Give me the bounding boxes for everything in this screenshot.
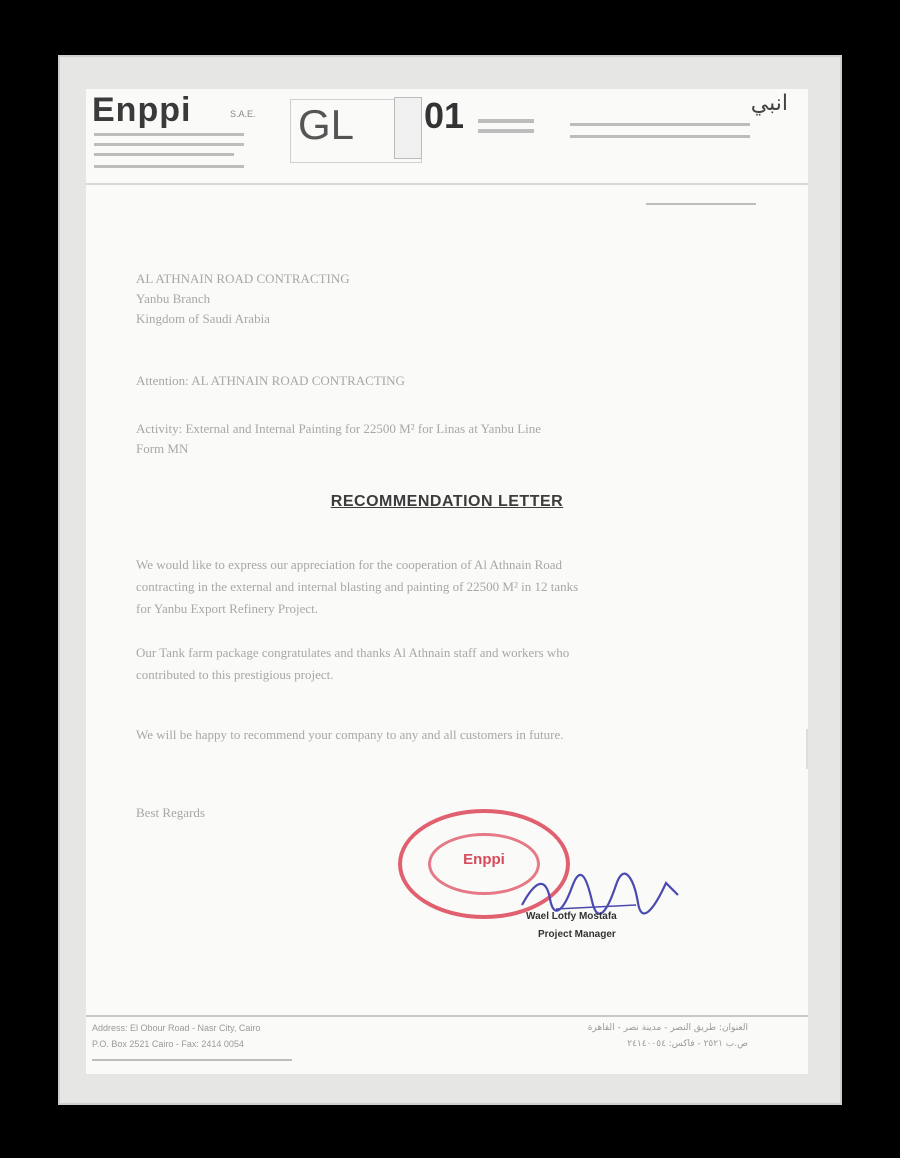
- footer-right-line-1: العنوان: طريق النصر - مدينة نصر - القاهرة: [587, 1023, 748, 1033]
- paragraph-2-line-2: contributed to this prestigious project.: [136, 667, 334, 682]
- recipient-line-2: Yanbu Branch: [136, 291, 211, 306]
- letter-title-text: RECOMMENDATION LETTER: [330, 493, 564, 510]
- date-line: [646, 203, 756, 205]
- paragraph-1-line-1: We would like to express our appreciation for the cooperation of Al Athnain Road: [136, 557, 563, 572]
- address-line-3: [94, 153, 234, 156]
- letter-title: [86, 493, 808, 511]
- letterhead-divider: [86, 183, 808, 185]
- closing: Best Regards: [136, 805, 205, 820]
- footer-divider: [86, 1015, 808, 1017]
- cert-text-line: [478, 119, 534, 123]
- attention-line: Attention: AL ATHNAIN ROAD CONTRACTING: [136, 373, 405, 388]
- recipient-line-1: AL ATHNAIN ROAD CONTRACTING: [136, 271, 350, 286]
- activity-line-1: Activity: External and Internal Painting for 22500 M² for Linas at Yanbu Line: [136, 421, 542, 436]
- gl-mark: GL: [298, 101, 355, 148]
- paragraph-1-line-3: for Yanbu Export Refinery Project.: [136, 601, 318, 616]
- stamp-text: Enppi: [463, 851, 505, 868]
- number-mark: 01: [424, 95, 465, 136]
- signatory-name: Wael Lotfy Mostafa: [526, 911, 617, 922]
- cert-text-line-2: [478, 129, 534, 133]
- arabic-company-name: انبي: [750, 91, 788, 116]
- arabic-address-line-1: [570, 123, 750, 126]
- paragraph-2-line-1: Our Tank farm package congratulates and thanks Al Athnain staff and workers who: [136, 645, 570, 660]
- signatory-title: Project Manager: [538, 929, 616, 940]
- address-line-2: [94, 143, 244, 146]
- paragraph-3-line-1: We will be happy to recommend your company to any and all customers in future.: [136, 727, 564, 742]
- logo-suffix: S.A.E.: [230, 109, 256, 119]
- photo-frame: [58, 55, 842, 1105]
- address-line-1: [94, 133, 244, 136]
- activity-line-2: Form MN: [136, 441, 189, 456]
- footer-left-line-2: P.O. Box 2521 Cairo - Fax: 2414 0054: [92, 1039, 244, 1049]
- scan-mark: [806, 729, 808, 769]
- address-line-4: [94, 165, 244, 168]
- arabic-address-line-2: [570, 135, 750, 138]
- footer-right-line-2: ص.ب ٢٥٢١ - فاكس: ٢٤١٤٠٠٥٤: [627, 1039, 748, 1049]
- company-logo: Enppi: [92, 91, 192, 129]
- seal-icon: [394, 97, 422, 159]
- footer-extra-line: [92, 1059, 292, 1061]
- footer-left-line-1: Address: El Obour Road - Nasr City, Cairo: [92, 1023, 261, 1033]
- recipient-line-3: Kingdom of Saudi Arabia: [136, 311, 270, 326]
- paragraph-1-line-2: contracting in the external and internal blasting and painting of 22500 M² in 12 tanks: [136, 579, 579, 594]
- letter-page: [86, 89, 808, 1074]
